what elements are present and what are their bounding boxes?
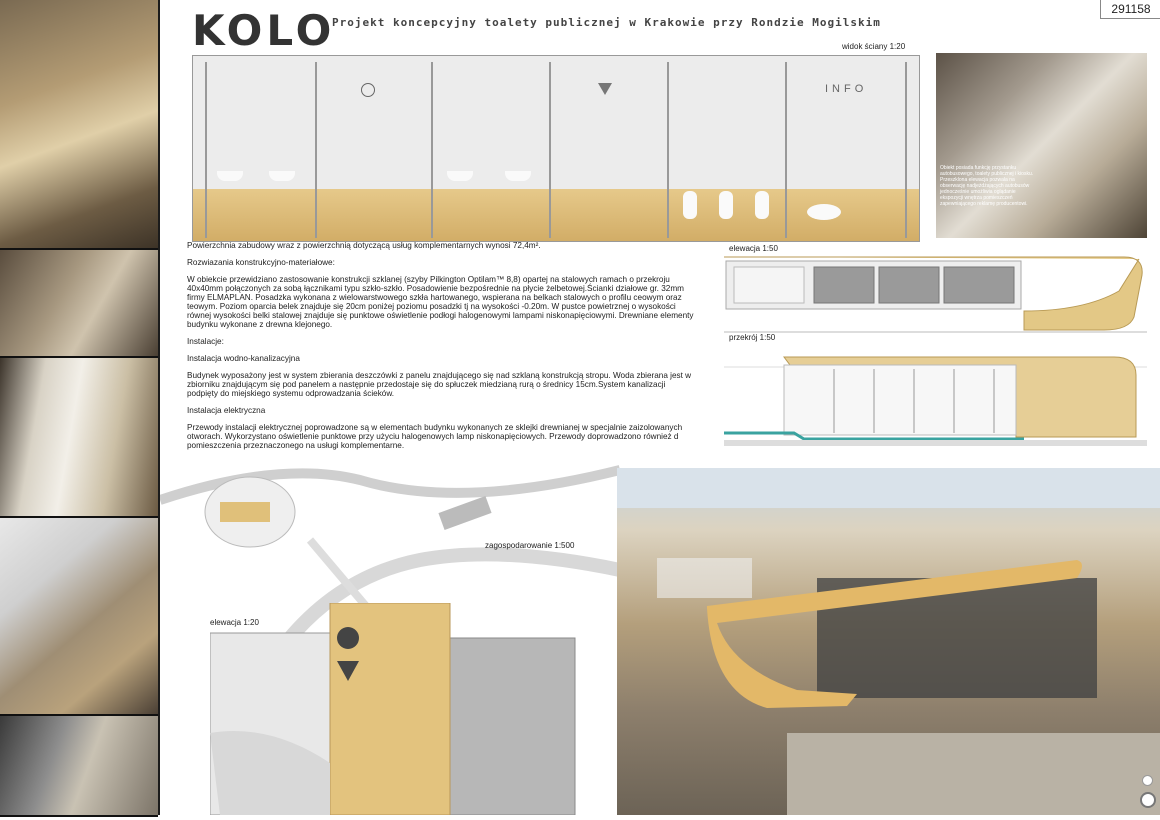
water-heading: Instalacja wodno-kanalizacyjna	[187, 354, 300, 363]
wall-view-label: widok ściany 1:20	[842, 42, 906, 51]
interior-photo-info	[0, 518, 158, 716]
washbasin	[505, 171, 531, 181]
elevation-bottom-label: elewacja 1:20	[210, 618, 259, 627]
next-page-dot[interactable]	[1140, 792, 1156, 808]
washbasin	[269, 171, 295, 181]
sheet-id: 291158	[1100, 0, 1160, 19]
interior-photo-cabins	[0, 358, 158, 518]
interior-photo-urinals	[0, 716, 158, 817]
electric-body: Przewody instalacji elektrycznej poprowadzone są w elementach budynku wykonanych ze sklejki drewnianej w specjalnie zaizolowanych otworach. Wykorzystano oświetlenie punktowe przy użyciu halogenowych lamp niskonapięciowych. Przewody doprowadzono również d pomieszczenia przeznaczonego na usługi komplementarne.	[187, 423, 683, 450]
exterior-render	[617, 468, 1160, 815]
urinal	[755, 191, 769, 219]
elevation-drawing	[724, 255, 1147, 335]
interior-photo-corridor	[0, 250, 158, 358]
male-symbol-icon	[598, 83, 612, 95]
water-body: Budynek wyposażony jest w system zbierania deszczówki z panelu znajdującego się nad szklaną konstrukcją stropu. Woda zbierana jest w zbiorniku znajdującym się pod panelem a następnie przedostaje się do spłuczek miedzianą rurą o średnicy 15cm.System kanalizacji podpięty do miejskiego systemu odprowadzania ścieków.	[187, 371, 692, 398]
area-text: Powierzchnia zabudowy wraz z powierzchnią dotyczącą usług komplementarnych wynosi 72,4m².	[187, 241, 541, 250]
elevation-detail	[210, 603, 580, 815]
section-drawing	[724, 345, 1147, 465]
washbasin-bowl	[807, 204, 841, 220]
info-sign: INFO	[825, 83, 868, 95]
section-label: przekrój 1:50	[729, 333, 776, 342]
project-title: Projekt koncepcyjny toalety publicznej w Krakowie przy Rondzie Mogilskim	[332, 16, 881, 29]
prev-page-dot[interactable]	[1142, 775, 1153, 786]
installations-heading: Instalacje:	[187, 337, 224, 346]
elevation-top-label: elewacja 1:50	[729, 244, 778, 253]
photo-strip	[0, 0, 160, 815]
female-symbol-icon	[361, 83, 375, 97]
structural-heading: Rozwiazania konstrukcyjno-materiałowe:	[187, 258, 335, 267]
render-note: Obiekt posiada funkcję przystanku autobusowego, toalety publicznej i kiosku. Przeszklona elewacja pozwala na obserwację nadjeżdżających autobusów jednocześnie umożliwia oglądanie ekspozycji wnętrza pomieszczeń zapewniającego reklamę producentowi.	[940, 165, 1034, 207]
structural-body: W obiekcie przewidziano zastosowanie konstrukcji szklanej (szyby Pilkington Optilam™ 8,8) opartej na stalowych ramach o przekroju 40x40mm połączonych za sobą łącznikami typu szkło-szkło. Posadowienie bezpośrednie na płycie żelbetowej.Ścianki działowe gr. 32mm firmy ELMAPLAN. Posadzka wykonana z wielowarstwowego szkła hartowanego, wspierana na belkach stalowych o profilu ceowym oraz teowym. Poziom oparcia belek znajduje się 20cm poniżej poziomu posadzki tj na wysokości -0.20m. W pustce powietrznej o wysokości równej wysokości belki stalowej znajduje się punktowe oświetlenie podłogi halogenowymi lampami niskonapięciowymi. Drewniane elementy budynku wykonane z drewna klejonego.	[187, 275, 694, 329]
exterior-render-shapes	[617, 468, 1160, 815]
interior-photo-washroom	[0, 0, 158, 250]
urinal	[719, 191, 733, 219]
logo: KOLO	[192, 6, 336, 55]
description-text	[187, 241, 697, 458]
washbasin	[217, 171, 243, 181]
wall-elevation	[192, 55, 920, 242]
washbasin	[447, 171, 473, 181]
urinal	[683, 191, 697, 219]
interior-render	[936, 53, 1147, 238]
site-plan-label: zagospodarowanie 1:500	[485, 541, 575, 550]
electric-heading: Instalacja elektryczna	[187, 406, 266, 415]
